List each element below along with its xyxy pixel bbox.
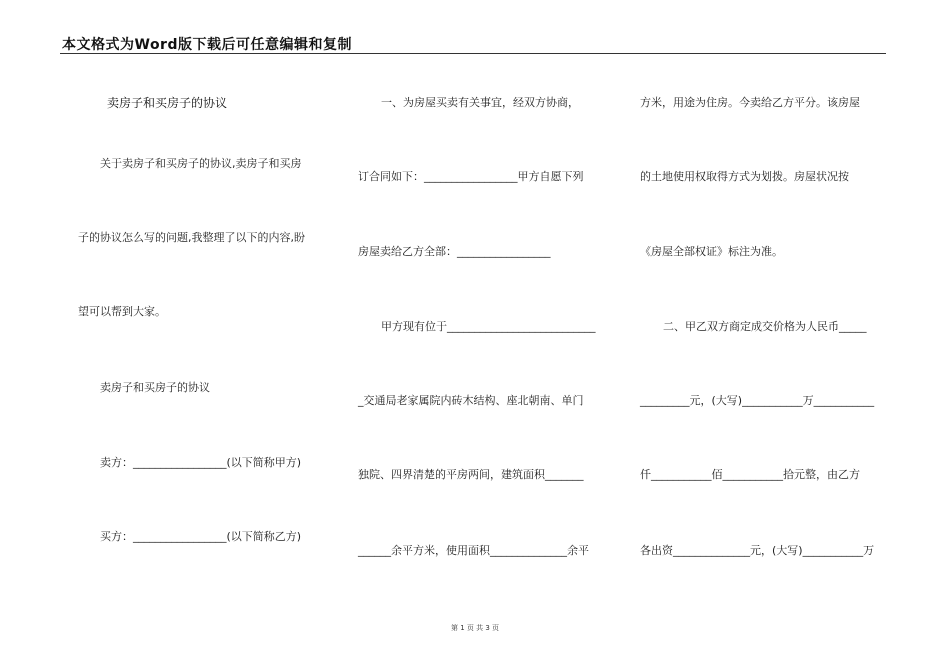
buyer-line: 买方：_________________(以下简称乙方) [100, 530, 302, 543]
paragraph-line: 二、甲乙双方商定成交价格为人民币_____ [663, 320, 867, 333]
paragraph-line: 各出资______________元，(大写)___________万 [640, 544, 875, 557]
paragraph-line: _________元，(大写)___________万___________ [640, 394, 875, 407]
page-header-title: 本文格式为Word版下载后可任意编辑和复制 [62, 37, 352, 53]
page-footer: 第 1 页 共 3 页 [450, 624, 500, 632]
paragraph-line: 房屋卖给乙方全部：_________________ [358, 245, 551, 258]
paragraph-line: 甲方现有位于___________________________ [381, 320, 596, 333]
header-rule [60, 53, 886, 54]
paragraph-line: _交通局老家属院内砖木结构、座北朝南、单门 [358, 394, 584, 407]
paragraph-line: ______余平方米，使用面积______________余平 [358, 544, 589, 557]
paragraph-line: 独院、四界清楚的平房两间，建筑面积_______ [358, 468, 584, 481]
paragraph-line: 望可以帮到大家。 [78, 305, 166, 318]
paragraph-line: 方米，用途为住房。今卖给乙方平分。该房屋 [640, 96, 860, 109]
document-title: 卖房子和买房子的协议 [107, 96, 228, 110]
paragraph-line: 的土地使用权取得方式为划拨。房屋状况按 [640, 170, 849, 183]
paragraph-line: 卖房子和买房子的协议 [100, 381, 210, 394]
seller-line: 卖方：_________________(以下简称甲方) [100, 456, 302, 469]
paragraph-line: 一、为房屋买卖有关事宜，经双方协商， [381, 96, 579, 109]
paragraph-line: 订合同如下：_________________甲方自愿下列 [358, 170, 584, 183]
paragraph-line: 关于卖房子和买房子的协议,卖房子和买房 [100, 157, 302, 170]
paragraph-line: 子的协议怎么写的问题,我整理了以下的内容,盼 [78, 231, 305, 244]
paragraph-line: 仟___________佰___________拾元整，由乙方 [640, 468, 860, 481]
paragraph-line: 《房屋全部权证》标注为准。 [640, 245, 783, 258]
